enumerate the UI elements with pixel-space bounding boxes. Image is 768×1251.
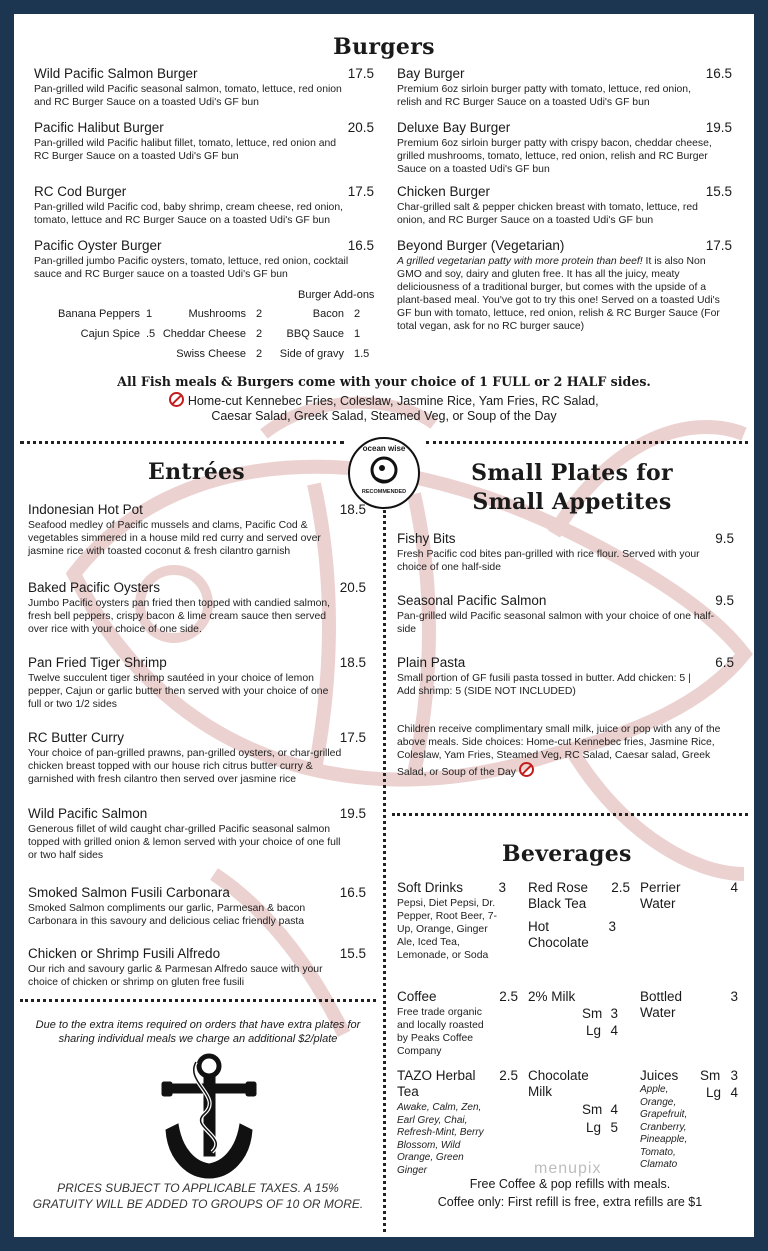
divider: [383, 510, 386, 1232]
size-label: Lg: [586, 1120, 602, 1135]
beverage-name: Juices: [640, 1068, 679, 1083]
beverages-title: Beverages: [502, 841, 632, 867]
burger-price: 17.5: [705, 238, 732, 253]
no-symbol-icon: [519, 762, 534, 777]
size-label: Sm: [582, 1006, 603, 1021]
watermark: menupix: [534, 1160, 602, 1177]
burgers-title: Burgers: [333, 34, 435, 60]
divider: [20, 441, 344, 444]
beverage-name: Coffee: [397, 989, 437, 1004]
beverage-name: Soft Drinks: [397, 880, 464, 895]
addon-name: Swiss Cheese: [176, 348, 246, 360]
taxes-note: PRICES SUBJECT TO APPLICABLE TAXES. A 15% GRATUITY WILL BE ADDED TO GROUPS OF 10 OR MORE.: [32, 1181, 364, 1211]
small-plate-price: 9.5: [715, 593, 734, 608]
entree-name: Indonesian Hot Pot: [28, 502, 143, 517]
entree-price: 18.5: [339, 655, 366, 670]
beverage-desc: Pepsi, Diet Pepsi, Dr. Pepper, Root Beer, 7-Up, Orange, Ginger Ale, Iced Tea, Lemonade, or Soda: [397, 898, 497, 961]
addon-price: .5: [146, 328, 156, 340]
size-label: Lg: [586, 1023, 602, 1038]
burger-name: Bay Burger: [397, 66, 465, 81]
anchor-icon: [154, 1052, 264, 1182]
small-plate-name: Seasonal Pacific Salmon: [397, 593, 547, 608]
beverage-price: 2.5: [499, 989, 518, 1004]
beverage-desc: Apple, Orange, Grapefruit, Cranberry, Pineapple, Tomato, Clamato: [640, 1084, 688, 1170]
beverage-price: 3: [730, 1068, 738, 1083]
small-plate-desc: Pan-grilled wild Pacific seasonal salmon with your choice of one half-side: [397, 611, 715, 635]
addon-name: Banana Peppers: [58, 308, 140, 320]
beverage-name: TAZO Herbal Tea: [397, 1068, 476, 1099]
burger-desc: Char-grilled salt & pepper chicken breast with tomato, lettuce, red onion, and RC Burger Sauce on a toasted Udi's GF bun: [397, 202, 698, 226]
entree-price: 16.5: [339, 885, 366, 900]
beverage-price: 3: [610, 1006, 618, 1021]
entree-desc: Our rich and savoury garlic & Parmesan Alfredo sauce with your choice of chicken or shrimp on gluten free fusili: [28, 964, 323, 988]
addon-name: BBQ Sauce: [286, 328, 344, 340]
burger-price: 20.5: [347, 120, 374, 135]
burger-name: Wild Pacific Salmon Burger: [34, 66, 198, 81]
entree-desc: Your choice of pan-grilled prawns, pan-grilled oysters, or char-grilled chicken breast topped with our house rich citrus butter curry & garnished with fresh cilantro then served over jasmine rice: [28, 748, 342, 785]
burger-name: Pacific Halibut Burger: [34, 120, 164, 135]
addon-name: Bacon: [312, 308, 344, 320]
burger-desc: Premium 6oz sirloin burger patty with tomato, lettuce, red onion, relish and RC Burger Sauce on a toasted Udi's GF bun: [397, 84, 691, 108]
small-plate-name: Plain Pasta: [397, 655, 466, 670]
beverage-price: 4: [610, 1102, 618, 1117]
burger-desc: Pan-grilled wild Pacific cod, baby shrimp, cream cheese, red onion, tomato, lettuce and RC Burger Sauce on a toasted Udi's GF bun: [34, 202, 343, 226]
beverage-desc: Free trade organic and locally roasted by Peaks Coffee Company: [397, 1007, 484, 1057]
burger-price: 17.5: [347, 66, 374, 81]
entrees-title: Entrées: [148, 459, 245, 485]
sides-line: Caesar Salad, Greek Salad, Steamed Veg, or Soup of the Day: [211, 409, 557, 423]
entree-name: Chicken or Shrimp Fusili Alfredo: [28, 946, 221, 961]
entree-name: Baked Pacific Oysters: [28, 580, 161, 595]
size-label: Lg: [706, 1085, 722, 1100]
sides-heading: All Fish meals & Burgers come with your choice of 1 FULL or 2 HALF sides.: [117, 374, 651, 389]
menu-page: [14, 14, 754, 1237]
size-label: Sm: [582, 1102, 603, 1117]
beverage-price: 3: [730, 989, 738, 1004]
addon-price: 1: [354, 328, 361, 340]
divider: [20, 999, 376, 1002]
size-label: Sm: [700, 1068, 721, 1083]
addon-name: Side of gravy: [279, 348, 344, 360]
beverage-price: 2.5: [611, 880, 630, 895]
burger-price: 16.5: [705, 66, 732, 81]
addon-price: 2: [256, 348, 263, 360]
burger-price: 16.5: [347, 238, 374, 253]
beverage-price: 4: [610, 1023, 618, 1038]
entree-price: 17.5: [339, 730, 366, 745]
beverage-price: 2.5: [499, 1068, 518, 1083]
entree-desc: Twelve succulent tiger shrimp sautéed in your choice of lemon pepper, Cajun or garlic butter then served with your choice of one full or two 1/2 sides: [28, 673, 329, 710]
burger-name: Beyond Burger (Vegetarian): [397, 238, 565, 253]
small-plates-title-line: Small Appetites: [472, 489, 672, 515]
beverage-name: Bottled Water: [640, 989, 683, 1020]
burger-desc: Premium 6oz sirloin burger patty with crispy bacon, cheddar cheese, grilled mushrooms, tomato, lettuce, red onion, relish and RC Burger Sauce on a toasted Udi's GF bun: [397, 138, 712, 175]
burger-price: 17.5: [347, 184, 374, 199]
burger-desc: Pan-grilled wild Pacific halibut fillet, tomato, lettuce, red onion and RC Burger Sauce on a toasted Udi's GF bun: [34, 138, 337, 162]
beverage-name: Red Rose Black Tea: [528, 880, 589, 911]
entree-price: 15.5: [339, 946, 366, 961]
addon-price: 2: [354, 308, 361, 320]
burger-name: RC Cod Burger: [34, 184, 127, 199]
entree-price: 18.5: [339, 502, 366, 517]
burger-name: Pacific Oyster Burger: [34, 238, 162, 253]
small-plate-price: 9.5: [715, 531, 734, 546]
addon-name: Cheddar Cheese: [162, 328, 246, 340]
beverage-name: 2% Milk: [528, 989, 576, 1004]
burger-price: 19.5: [705, 120, 732, 135]
entree-desc: Smoked Salmon compliments our garlic, Parmesan & bacon Carbonara in this savoury and delicious celiac friendly pasta: [28, 903, 306, 927]
burger-desc-italic: A grilled vegetarian patty with more protein than beef!: [397, 256, 643, 267]
small-plate-price: 6.5: [715, 655, 734, 670]
burger-desc-rest: It is also Non GMO and soy, dairy and gluten free. It has all the juicy, meaty deliciousness of a traditional burger, but comes with the upside of a plant-based meal. You've got to try this one! Served on a toasted Udi's GF bun with tomato, lettuce, red onion, relish & RC Burger Sauce (For total vegan, ask for no RC burger sauce): [397, 256, 720, 332]
beverage-name: Chocolate Milk: [528, 1068, 589, 1099]
beverage-desc: Awake, Calm, Zen, Earl Grey, Chai, Refresh-Mint, Berry Blossom, Wild Orange, Green Ginger: [397, 1102, 484, 1176]
burger-desc: Pan-grilled wild Pacific seasonal salmon, tomato, lettuce, red onion and RC Burger Sauce on a toasted Udi's GF bun: [34, 84, 342, 108]
burger-price: 15.5: [705, 184, 732, 199]
burger-name: Deluxe Bay Burger: [397, 120, 511, 135]
divider: [426, 441, 748, 444]
extra-plate-note: Due to the extra items required on orders that have extra plates for sharing individual meals we charge an additional $2/plate: [35, 1019, 361, 1045]
entree-desc: Seafood medley of Pacific mussels and clams, Pacific Cod & vegetables simmered in a house mild red curry and served over jasmine rice with toasted coconut & fresh cilantro garnish: [28, 520, 321, 557]
entree-name: Smoked Salmon Fusili Carbonara: [28, 885, 230, 900]
entree-name: RC Butter Curry: [28, 730, 125, 745]
refill-note: Coffee only: First refill is free, extra refills are $1: [437, 1195, 703, 1209]
small-plate-name: Fishy Bits: [397, 531, 456, 546]
entree-name: Pan Fried Tiger Shrimp: [28, 655, 167, 670]
small-plates-title: [424, 459, 720, 517]
sides-line: Home-cut Kennebec Fries, Coleslaw, Jasmine Rice, Yam Fries, RC Salad,: [14, 392, 754, 408]
ocean-wise-logo: [348, 437, 420, 509]
addon-price: 1.5: [354, 348, 370, 360]
children-note: Children receive complimentary small milk, juice or pop with any of the above meals. Side choices: Home-cut Kennebec fries, Jasmine Rice, Coleslaw, Yam Fries, Steamed Veg, RC Salad, Caesar salad, Greek Salad, or Soup of the Day: [397, 724, 721, 778]
ocean-wise-text: ocean wise: [362, 444, 406, 453]
entree-price: 19.5: [339, 806, 366, 821]
small-plate-desc: Fresh Pacific cod bites pan-grilled with rice flour. Served with your choice of one half-side: [397, 549, 700, 573]
entree-desc: Jumbo Pacific oysters pan fried then topped with candied salmon, fresh bell peppers, crispy bacon & lime cream sauce then served over rice with your choice of one side.: [28, 598, 331, 635]
no-symbol-icon: [169, 392, 184, 407]
fish-logo-icon: [370, 456, 398, 484]
entree-price: 20.5: [339, 580, 366, 595]
addon-name: Mushrooms: [188, 308, 246, 320]
addon-name: Cajun Spice: [80, 328, 140, 340]
addon-price: 2: [256, 328, 263, 340]
beverage-name: Perrier Water: [640, 880, 681, 911]
ocean-wise-subtext: RECOMMENDED: [361, 489, 407, 495]
refill-note: Free Coffee & pop refills with meals.: [469, 1177, 671, 1191]
addon-price: 1: [146, 308, 153, 320]
small-plate-desc: Small portion of GF fusili pasta tossed in butter. Add chicken: 5 | Add shrimp: 5 (SIDE NOT INCLUDED): [397, 673, 691, 697]
burger-name: Chicken Burger: [397, 184, 491, 199]
beverage-price: 3: [498, 880, 506, 895]
beverage-name: Hot Chocolate: [528, 919, 589, 950]
beverage-price: 4: [730, 1085, 738, 1100]
entree-name: Wild Pacific Salmon: [28, 806, 148, 821]
entree-desc: Generous fillet of wild caught char-grilled Pacific seasonal salmon topped with grilled onion & lemon served with your choice of one full or two half sides: [28, 824, 341, 861]
addon-price: 2: [256, 308, 263, 320]
burger-desc: Pan-grilled jumbo Pacific oysters, tomato, lettuce, red onion, cocktail sauce and RC Burger sauce on a toasted Udi's GF bun: [34, 256, 349, 280]
beverage-price: 4: [730, 880, 738, 895]
divider: [392, 813, 748, 816]
beverage-price: 5: [610, 1120, 618, 1135]
beverage-price: 3: [608, 919, 616, 934]
addons-title: Burger Add-ons: [298, 289, 375, 301]
small-plates-title-line: Small Plates for: [471, 460, 673, 486]
burger-desc: [397, 255, 727, 333]
